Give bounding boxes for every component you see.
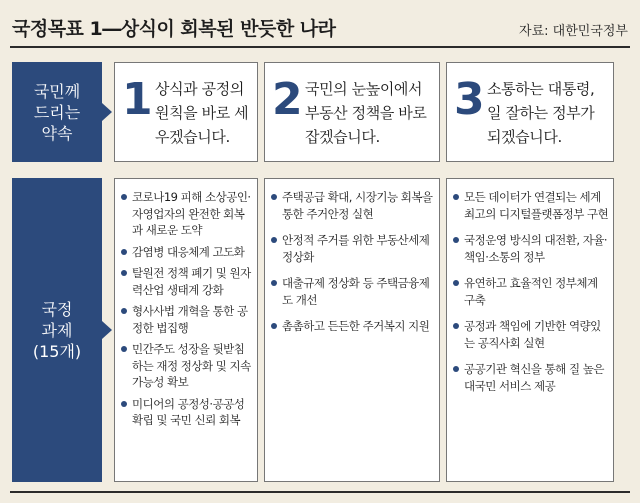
pledge-box-1 — [114, 62, 258, 162]
pledge-arrow-icon — [102, 103, 112, 121]
pledge-number: 1 — [122, 74, 153, 125]
list-item: 탈원전 정책 폐기 및 원자력산업 생태계 강화 — [121, 265, 253, 298]
list-item: 형사사법 개혁을 통한 공정한 법집행 — [121, 303, 253, 336]
tasks-arrow-icon — [102, 321, 112, 339]
task-list-2 — [264, 178, 440, 482]
pledge-label — [12, 62, 102, 162]
source-note: 자료: 대한민국정부 — [519, 24, 628, 39]
pledge-text: 소통하는 대통령, 일 잘하는 정부가 되겠습니다. — [487, 80, 595, 146]
pledge-text: 상식과 공정의 원칙을 바로 세우겠습니다. — [155, 80, 249, 146]
tasks-label-line: 국정 — [41, 299, 73, 319]
pledge-box-3 — [446, 62, 614, 162]
list-item: 코로나19 피해 소상공인·자영업자의 완전한 회복과 새로운 도약 — [121, 189, 253, 239]
tasks-label-line: (15개) — [32, 341, 82, 361]
list-item: 국정운영 방식의 대전환, 자율·책임·소통의 정부 — [453, 232, 609, 265]
top-divider — [10, 46, 630, 48]
pledge-label-line: 국민께 — [33, 81, 81, 101]
page-title: 국정목표 1―상식이 회복된 반듯한 나라 — [12, 18, 336, 40]
bottom-divider — [10, 491, 630, 493]
list-item: 공정과 책임에 기반한 역량있는 공직사회 실현 — [453, 318, 609, 351]
task-list-3 — [446, 178, 614, 482]
pledge-box-2 — [264, 62, 440, 162]
list-item: 안정적 주거를 위한 부동산세제 정상화 — [271, 232, 435, 265]
list-item: 공공기관 혁신을 통해 질 높은 대국민 서비스 제공 — [453, 361, 609, 394]
pledge-label-line: 드리는 — [33, 102, 81, 122]
pledge-number: 2 — [272, 74, 303, 125]
list-item: 모든 데이터가 연결되는 세계 최고의 디지털플랫폼정부 구현 — [453, 189, 609, 222]
pledge-number: 3 — [454, 74, 485, 125]
list-item: 촘촘하고 든든한 주거복지 지원 — [271, 318, 435, 335]
pledge-text: 국민의 눈높이에서 부동산 정책을 바로잡겠습니다. — [305, 80, 427, 146]
pledge-label-line: 약속 — [41, 123, 73, 143]
list-item: 미디어의 공정성·공공성 확립 및 국민 신뢰 회복 — [121, 396, 253, 429]
list-item: 감염병 대응체계 고도화 — [121, 244, 253, 261]
tasks-label — [12, 178, 102, 482]
task-list-1 — [114, 178, 258, 482]
list-item: 주택공급 확대, 시장기능 회복을 통한 주거안정 실현 — [271, 189, 435, 222]
list-item: 대출규제 정상화 등 주택금융제도 개선 — [271, 275, 435, 308]
list-item: 유연하고 효율적인 정부체계 구축 — [453, 275, 609, 308]
tasks-label-line: 과제 — [41, 320, 73, 340]
list-item: 민간주도 성장을 뒷받침하는 재정 정상화 및 지속가능성 확보 — [121, 341, 253, 391]
